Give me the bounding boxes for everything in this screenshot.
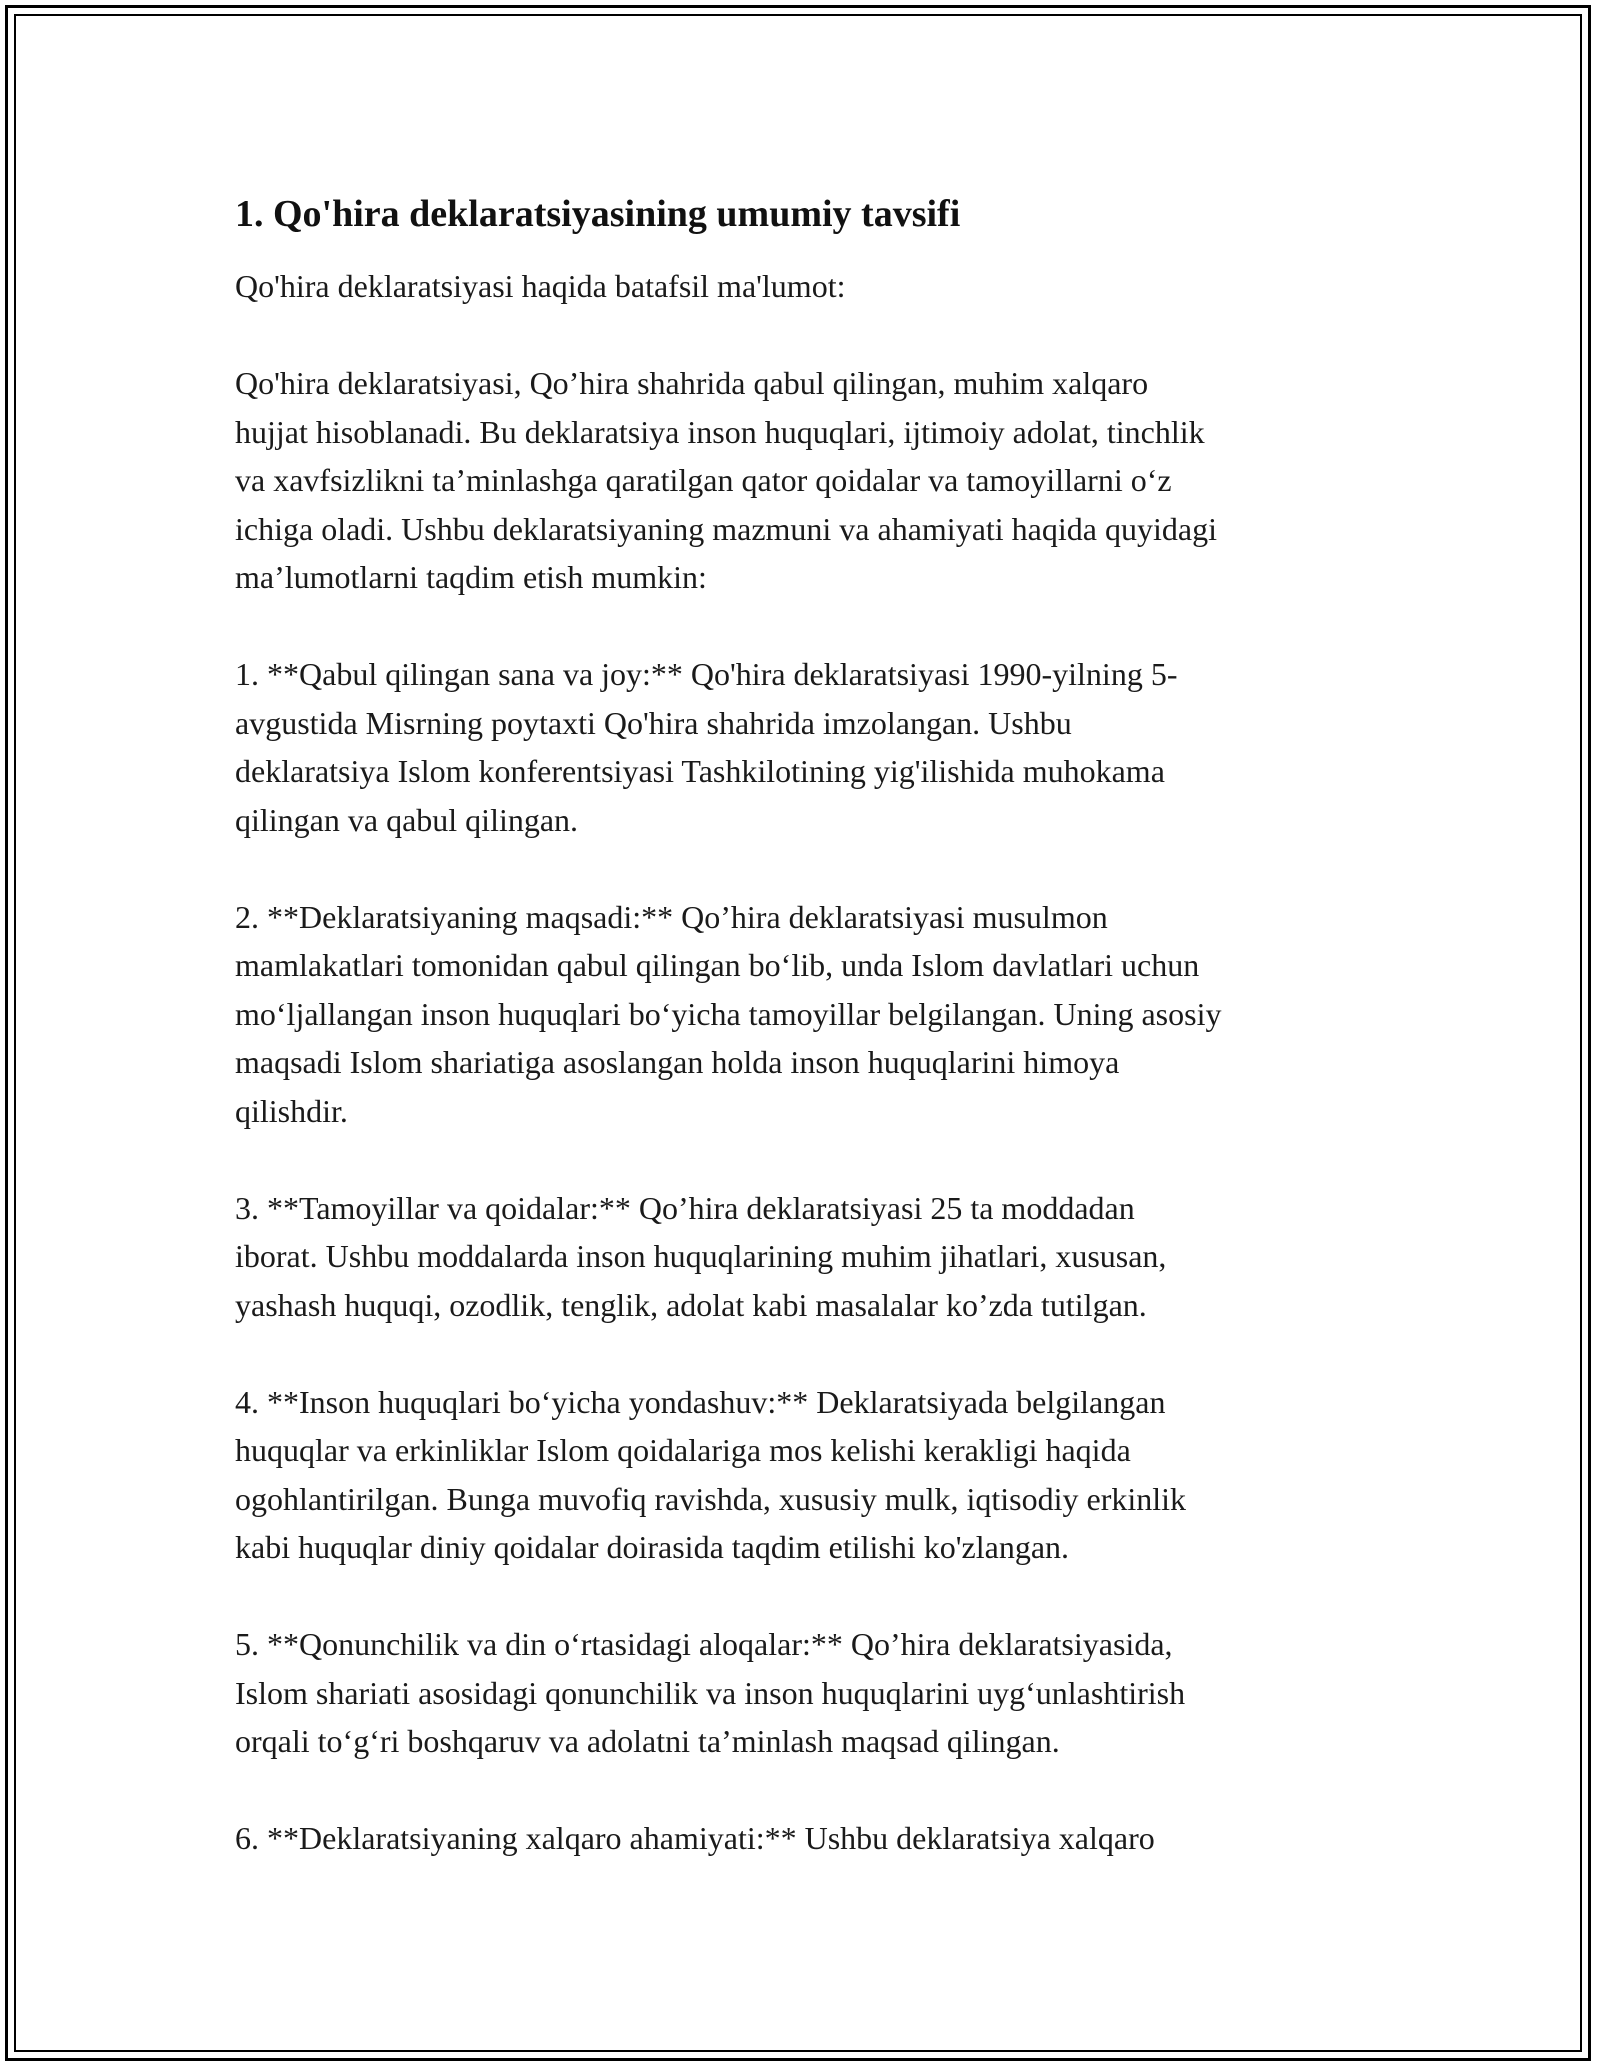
paragraph-line: va xavfsizlikni ta’minlashga qaratilgan qator qoidalar va tamoyillarni o‘z [235,462,1172,498]
paragraph-line: kabi huquqlar diniy qoidalar doirasida taqdim etilishi ko'zlangan. [235,1529,1070,1565]
paragraph-line: orqali to‘g‘ri boshqaruv va adolatni ta’minlash maqsad qilingan. [235,1723,1060,1759]
paragraph-line: 6. **Deklaratsiyaning xalqaro ahamiyati:** Ushbu deklaratsiya xalqaro [235,1820,1155,1856]
paragraph-line: deklaratsiya Islom konferentsiyasi Tashkilotining yig'ilishida muhokama [235,753,1165,789]
paragraph-line: ma’lumotlarni taqdim etish mumkin: [235,559,707,595]
paragraph-line: 5. **Qonunchilik va din o‘rtasidagi aloqalar:** Qo’hira deklaratsiyasida, [235,1626,1173,1662]
paragraph-line: maqsadi Islom shariatiga asoslangan holda inson huquqlarini himoya [235,1044,1120,1080]
paragraph-line: huquqlar va erkinliklar Islom qoidalariga mos kelishi kerakligi haqida [235,1432,1131,1468]
list-item-4 [235,1378,1385,1572]
list-item-6 [235,1814,1385,1863]
paragraph-line: 3. **Tamoyillar va qoidalar:** Qo’hira deklaratsiyasi 25 ta moddadan [235,1189,1135,1226]
list-item-1 [235,650,1385,844]
paragraph-line: 1. **Qabul qilingan sana va joy:** Qo'hira deklaratsiyasi 1990-yilning 5- [235,656,1178,692]
paragraph-line: mamlakatlari tomonidan qabul qilingan bo‘lib, unda Islom davlatlari uchun [235,947,1200,983]
intro-text: Qo'hira deklaratsiyasi haqida batafsil ma'lumot: [235,268,846,304]
paragraph-line: Qo'hira deklaratsiyasi, Qo’hira shahrida qabul qilingan, muhim xalqaro [235,365,1149,401]
paragraph-line: avgustida Misrning poytaxti Qo'hira shahrida imzolangan. Ushbu [235,704,1072,741]
paragraph-line: 4. **Inson huquqlari bo‘yicha yondashuv:** Deklaratsiyada belgilangan [235,1383,1166,1420]
list-item-2 [235,893,1385,1136]
paragraph-line: Islom shariati asosidagi qonunchilik va inson huquqlarini uyg‘unlashtirish [235,1674,1186,1711]
paragraph-line: ogohlantirilgan. Bunga muvofiq ravishda, xususiy mulk, iqtisodiy erkinlik [235,1480,1187,1517]
document-body [235,190,1385,1911]
paragraph-line: iborat. Ushbu moddalarda inson huquqlarining muhim jihatlari, xususan, [235,1238,1167,1274]
paragraph-line: mo‘ljallangan inson huquqlari bo‘yicha tamoyillar belgilangan. Uning asosiy [235,995,1222,1032]
paragraph-line: yashash huquqi, ozodlik, tenglik, adolat kabi masalalar ko’zda tutilgan. [235,1286,1147,1323]
paragraph-line: hujjat hisoblanadi. Bu deklaratsiya inson huquqlari, ijtimoiy adolat, tinchlik [235,413,1205,450]
list-item-3 [235,1184,1385,1330]
paragraph-line: ichiga oladi. Ushbu deklaratsiyaning mazmuni va ahamiyati haqida quyidagi [235,510,1217,547]
paragraph-line: qilingan va qabul qilingan. [235,801,579,838]
paragraph-overview [235,359,1385,602]
document-title: 1. Qo'hira deklaratsiyasining umumiy tavsifi [235,193,961,235]
paragraph-line: 2. **Deklaratsiyaning maqsadi:** Qo’hira deklaratsiyasi musulmon [235,898,1108,935]
list-item-5 [235,1620,1385,1766]
paragraph-line: qilishdir. [235,1092,348,1129]
